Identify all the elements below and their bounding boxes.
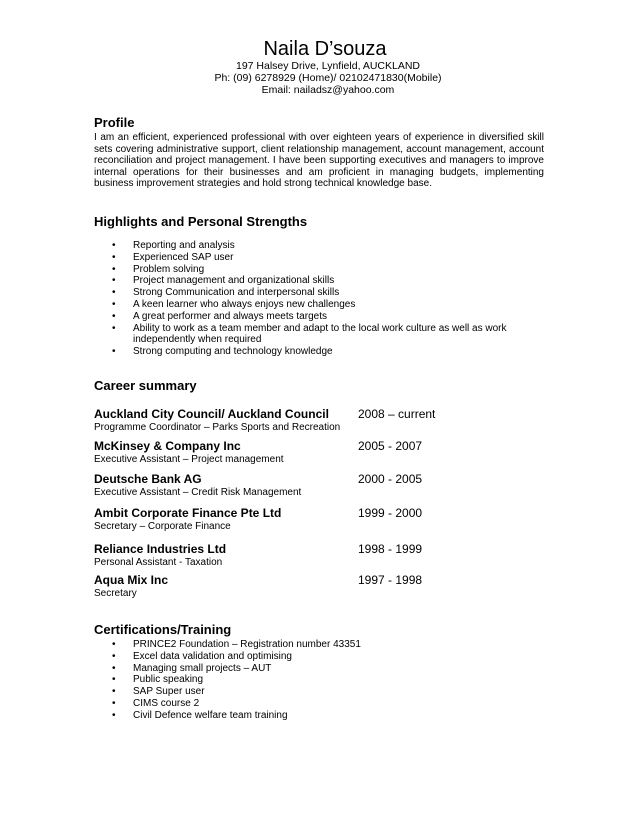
list-item-text: Experienced SAP user xyxy=(133,251,234,263)
phone-line: Ph: (09) 6278929 (Home)/ 02102471830(Mobile) xyxy=(214,72,442,84)
bullet-icon: • xyxy=(112,263,116,275)
job-years: 2008 – current xyxy=(358,407,436,421)
job-company: Auckland City Council/ Auckland Council xyxy=(94,407,329,421)
list-item-text: PRINCE2 Foundation – Registration number 43351 xyxy=(133,639,361,650)
job-company: Reliance Industries Ltd xyxy=(94,542,227,556)
list-item-text: SAP Super user xyxy=(133,686,205,698)
job-company: Ambit Corporate Finance Pte Ltd xyxy=(94,506,282,520)
list-item xyxy=(112,299,552,311)
certifications-list xyxy=(112,639,552,722)
list-item xyxy=(112,275,552,287)
resume-header xyxy=(0,38,638,96)
list-item-text: Public speaking xyxy=(133,674,204,686)
profile-text: I am an efficient, experienced professional with over eighteen years of experience in diversified skill sets covering administrative support, client relationship management, account management, account reconciliation and project management. I have been supporting executives and managers to improve internal operations for their businesses and am proficient in managing budgets, implementing business improvement strategies and hold strong technical knowledge base. xyxy=(94,132,544,190)
bullet-icon: • xyxy=(112,697,116,709)
job-years: 2000 - 2005 xyxy=(358,472,423,486)
bullet-icon: • xyxy=(112,346,116,358)
highlights-list xyxy=(112,240,552,358)
list-item-text: Managing small projects – AUT xyxy=(133,662,272,674)
job-company: McKinsey & Company Inc xyxy=(94,439,241,453)
job-years: 1998 - 1999 xyxy=(358,542,423,556)
job-entry xyxy=(94,573,554,600)
job-entry xyxy=(94,439,554,466)
list-item-text: A great performer and always meets targets xyxy=(133,310,327,322)
job-role: Secretary – Corporate Finance xyxy=(94,521,231,532)
job-entry xyxy=(94,407,554,434)
bullet-icon: • xyxy=(112,709,116,721)
list-item xyxy=(112,698,552,710)
list-item xyxy=(112,264,552,276)
list-item xyxy=(112,651,552,663)
list-item-text: Project management and organizational skills xyxy=(133,275,335,287)
email-line: Email: nailadsz@yahoo.com xyxy=(261,84,395,96)
list-item-text: Excel data validation and optimising xyxy=(133,650,292,662)
list-item-text: Civil Defence welfare team training xyxy=(133,709,288,721)
list-item-text: A keen learner who always enjoys new challenges xyxy=(133,298,356,310)
list-item xyxy=(112,252,552,264)
list-item-text: Strong computing and technology knowledge xyxy=(133,346,333,358)
job-role: Programme Coordinator – Parks Sports and Recreation xyxy=(94,422,341,433)
bullet-icon: • xyxy=(112,686,116,698)
bullet-icon: • xyxy=(112,674,116,686)
bullet-icon: • xyxy=(112,639,116,650)
job-role: Executive Assistant – Project management xyxy=(94,454,284,465)
list-item xyxy=(112,346,552,358)
highlights-heading: Highlights and Personal Strengths xyxy=(94,214,308,229)
job-role: Secretary xyxy=(94,588,137,599)
list-item xyxy=(112,663,552,675)
bullet-icon: • xyxy=(112,662,116,674)
job-company: Deutsche Bank AG xyxy=(94,472,202,486)
bullet-icon: • xyxy=(112,310,116,322)
certifications-heading: Certifications/Training xyxy=(94,622,232,637)
job-role: Personal Assistant - Taxation xyxy=(94,557,223,568)
list-item xyxy=(112,323,552,347)
job-years: 1999 - 2000 xyxy=(358,506,423,520)
bullet-icon: • xyxy=(112,298,116,310)
bullet-icon: • xyxy=(112,240,116,251)
bullet-icon: • xyxy=(112,650,116,662)
candidate-name: Naila D’souza xyxy=(263,38,387,60)
address-line: 197 Halsey Drive, Lynfield, AUCKLAND xyxy=(235,60,421,72)
job-company: Aqua Mix Inc xyxy=(94,573,169,587)
job-entry xyxy=(94,506,554,533)
list-item-text: Ability to work as a team member and adapt to the local work culture as well as work independently when required xyxy=(133,322,507,346)
job-entry xyxy=(94,472,554,499)
list-item-text: Strong Communication and interpersonal skills xyxy=(133,287,340,299)
bullet-icon: • xyxy=(112,287,116,299)
list-item xyxy=(112,686,552,698)
list-item xyxy=(112,287,552,299)
list-item-text: Problem solving xyxy=(133,263,205,275)
list-item-text: CIMS course 2 xyxy=(133,697,200,709)
profile-heading: Profile xyxy=(94,115,135,130)
list-item xyxy=(112,639,552,651)
job-years: 2005 - 2007 xyxy=(358,439,423,453)
bullet-icon: • xyxy=(112,322,116,334)
list-item xyxy=(112,311,552,323)
job-years: 1997 - 1998 xyxy=(358,573,423,587)
job-role: Executive Assistant – Credit Risk Management xyxy=(94,487,302,498)
career-heading: Career summary xyxy=(94,378,197,393)
list-item xyxy=(112,240,552,252)
list-item-text: Reporting and analysis xyxy=(133,240,235,251)
bullet-icon: • xyxy=(112,251,116,263)
job-entry xyxy=(94,542,554,569)
bullet-icon: • xyxy=(112,275,116,287)
list-item xyxy=(112,674,552,686)
list-item xyxy=(112,710,552,722)
